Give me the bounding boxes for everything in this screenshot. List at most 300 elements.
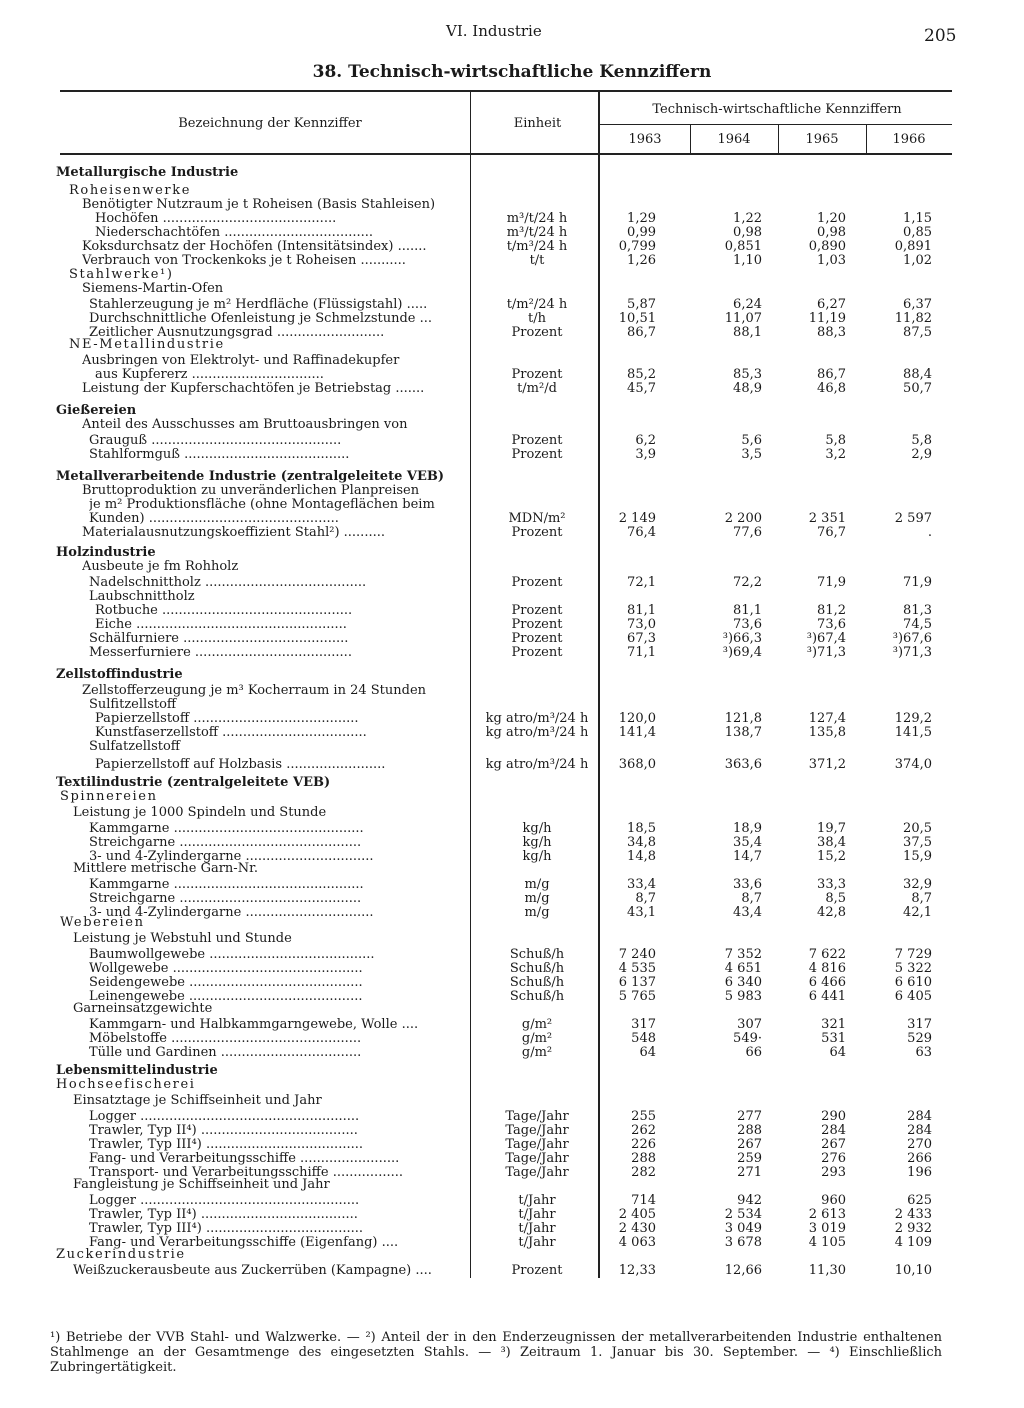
value-1965: 5,8: [825, 433, 846, 448]
row-label: NE-Metallindustrie: [69, 338, 225, 352]
row-unit: g/m²: [521, 1031, 553, 1046]
value-1963: 8,7: [635, 891, 656, 906]
value-1966: 2 932: [894, 1221, 932, 1236]
row-label: Tülle und Gardinen ..................................: [89, 1046, 362, 1060]
row-label: Ausbringen von Elektrolyt- und Raffinadekupfer: [82, 354, 400, 368]
value-1966: 74,5: [903, 617, 932, 632]
value-1963: 3,9: [635, 447, 656, 462]
table-section-heading: [0, 1248, 1024, 1262]
footnotes: ¹) Betriebe der VVB Stahl- und Walzwerke. — ²) Anteil der in den Enderzeugnissen der metallverarbeitenden Industrie enthaltenen Stahlmenge an der Gesamtmenge des eingesetzten Stahls. — ³) Zeitraum 1. Januar bis 30. September. — ⁴) Einschließlich Zubringertätigkeit.: [50, 1330, 942, 1375]
value-1965: 8,5: [825, 891, 846, 906]
value-1966: 374,0: [894, 757, 932, 772]
value-1964: 72,2: [733, 575, 762, 590]
table-section-heading: [0, 668, 1024, 682]
table-section-heading: [0, 862, 1024, 876]
value-1963: 226: [631, 1137, 656, 1152]
value-1966: 625: [907, 1193, 932, 1208]
value-1963: 43,1: [627, 905, 656, 920]
value-1965: 1,03: [817, 253, 846, 268]
row-label: Trawler, Typ III⁴) ......................................: [89, 1138, 363, 1152]
row-label: Niederschachtöfen ....................................: [95, 226, 374, 240]
row-label: 3- und 4-Zylindergarne ...............................: [89, 906, 374, 920]
table-title: 38. Technisch-wirtschaftliche Kennziffern: [312, 62, 712, 82]
row-unit: t/m²/24 h: [506, 297, 568, 312]
table-section-heading: [0, 184, 1024, 198]
row-label: Schälfurniere ........................................: [89, 632, 349, 646]
table-row: [0, 1032, 1024, 1046]
row-label: Ausbeute je fm Rohholz: [82, 560, 239, 574]
value-1963: 81,1: [627, 603, 656, 618]
value-1965: 3 019: [808, 1221, 846, 1236]
row-label: Verbrauch von Trockenkoks je t Roheisen ...........: [82, 254, 406, 268]
row-unit: m/g: [524, 877, 550, 892]
value-1965: 19,7: [817, 821, 846, 836]
table-row: [0, 1222, 1024, 1236]
row-label: Textilindustrie (zentralgeleitete VEB): [56, 776, 331, 790]
value-1963: 67,3: [627, 631, 656, 646]
value-1963: 714: [631, 1193, 656, 1208]
value-1965: 293: [821, 1165, 846, 1180]
row-label: Streichgarne ............................................: [89, 892, 362, 906]
row-label: Gießereien: [56, 404, 137, 418]
value-1965: 1,20: [817, 211, 846, 226]
value-1965: 64: [829, 1045, 846, 1060]
row-unit: t/Jahr: [518, 1193, 556, 1208]
table-row: [0, 254, 1024, 268]
value-1966: ³)71,3: [892, 645, 932, 660]
table-section-heading: [0, 684, 1024, 698]
value-1965: ³)67,4: [806, 631, 846, 646]
value-1963: 33,4: [627, 877, 656, 892]
value-1965: 6,27: [817, 297, 846, 312]
table-row: [0, 1110, 1024, 1124]
value-1966: 317: [907, 1017, 932, 1032]
table-section-heading: [0, 268, 1024, 282]
value-1964: 121,8: [724, 711, 762, 726]
row-label: Streichgarne ............................................: [89, 836, 362, 850]
table-row: [0, 512, 1024, 526]
value-1963: 71,1: [627, 645, 656, 660]
table-section-heading: [0, 166, 1024, 180]
table-section-heading: [0, 590, 1024, 604]
row-unit: m/g: [524, 905, 550, 920]
row-unit: kg/h: [522, 835, 552, 850]
table-row: [0, 878, 1024, 892]
value-1963: 1,26: [627, 253, 656, 268]
value-1964: 85,3: [733, 367, 762, 382]
table-row: [0, 976, 1024, 990]
value-1964: 5 983: [724, 989, 762, 1004]
row-unit: Tage/Jahr: [505, 1165, 569, 1180]
value-1965: 11,30: [808, 1263, 846, 1278]
row-unit: Schuß/h: [509, 947, 565, 962]
row-label: Papierzellstoff ........................................: [95, 712, 359, 726]
table-row: [0, 1124, 1024, 1138]
value-1964: 4 651: [724, 961, 762, 976]
row-unit: Prozent: [511, 447, 563, 462]
value-1964: 1,10: [733, 253, 762, 268]
row-label: Leistung je 1000 Spindeln und Stunde: [73, 806, 327, 820]
row-unit: t/Jahr: [518, 1221, 556, 1236]
row-unit: m³/t/24 h: [506, 225, 568, 240]
value-1963: 4 535: [618, 961, 656, 976]
row-label: Kunstfaserzellstoff ...................................: [95, 726, 367, 740]
value-1963: 10,51: [618, 311, 656, 326]
table-row: [0, 1018, 1024, 1032]
row-unit: Schuß/h: [509, 975, 565, 990]
row-unit: kg atro/m³/24 h: [485, 711, 589, 726]
value-1966: 32,9: [903, 877, 932, 892]
row-unit: t/t: [529, 253, 545, 268]
value-1963: 2 430: [618, 1221, 656, 1236]
value-1963: 0,99: [627, 225, 656, 240]
table-row: [0, 526, 1024, 540]
value-1966: 6,37: [903, 297, 932, 312]
table-row: [0, 1194, 1024, 1208]
table-row: [0, 758, 1024, 772]
row-label: Kunden) ..............................................: [89, 512, 339, 526]
row-unit: Tage/Jahr: [505, 1151, 569, 1166]
value-1966: 8,7: [911, 891, 932, 906]
value-1964: 277: [737, 1109, 762, 1124]
value-1964: 14,7: [733, 849, 762, 864]
table-section-heading: [0, 740, 1024, 754]
row-unit: Prozent: [511, 631, 563, 646]
value-1965: 531: [821, 1031, 846, 1046]
row-label: Leistung je Webstuhl und Stunde: [73, 932, 292, 946]
value-1964: 1,22: [733, 211, 762, 226]
col-header-year-1963: 1963: [628, 132, 662, 147]
value-1965: 284: [821, 1123, 846, 1138]
value-1964: 0,98: [733, 225, 762, 240]
row-label: aus Kupfererz ................................: [95, 368, 324, 382]
value-1963: 317: [631, 1017, 656, 1032]
value-1964: 549·: [733, 1031, 762, 1046]
table-section-heading: [0, 1002, 1024, 1016]
value-1965: 276: [821, 1151, 846, 1166]
value-1964: 2 534: [724, 1207, 762, 1222]
row-unit: g/m²: [521, 1045, 553, 1060]
value-1966: 0,85: [903, 225, 932, 240]
table-section-heading: [0, 484, 1024, 498]
value-1964: 88,1: [733, 325, 762, 340]
row-label: Bruttoproduktion zu unveränderlichen Planpreisen: [82, 484, 420, 498]
row-label: Zellstofferzeugung je m³ Kocherraum in 24 Stunden: [82, 684, 427, 698]
value-1963: 12,33: [618, 1263, 656, 1278]
row-unit: g/m²: [521, 1017, 553, 1032]
row-unit: MDN/m²: [508, 511, 566, 526]
value-1963: 262: [631, 1123, 656, 1138]
value-1966: 529: [907, 1031, 932, 1046]
table-section-heading: [0, 790, 1024, 804]
row-label: Fang- und Verarbeitungsschiffe ........................: [89, 1152, 400, 1166]
value-1964: 138,7: [724, 725, 762, 740]
value-1963: 141,4: [618, 725, 656, 740]
value-1966: 266: [907, 1151, 932, 1166]
value-1964: 35,4: [733, 835, 762, 850]
value-1965: 2 351: [808, 511, 846, 526]
value-1964: 77,6: [733, 525, 762, 540]
table-row: [0, 368, 1024, 382]
table-row: [0, 632, 1024, 646]
value-1966: 270: [907, 1137, 932, 1152]
value-1965: 4 816: [808, 961, 846, 976]
value-1965: 127,4: [808, 711, 846, 726]
value-1966: 81,3: [903, 603, 932, 618]
value-1966: 50,7: [903, 381, 932, 396]
row-label: Baumwollgewebe ........................................: [89, 948, 375, 962]
value-1964: 3 049: [724, 1221, 762, 1236]
value-1966: 88,4: [903, 367, 932, 382]
row-label: Kammgarne ..............................................: [89, 822, 364, 836]
row-label: Koksdurchsatz der Hochöfen (Intensitätsindex) .......: [82, 240, 427, 254]
value-1963: 45,7: [627, 381, 656, 396]
table-row: [0, 712, 1024, 726]
row-label: Stahlerzeugung je m² Herdfläche (Flüssigstahl) .....: [89, 298, 428, 312]
row-label: Seidengewebe ..........................................: [89, 976, 363, 990]
value-1964: 6,24: [733, 297, 762, 312]
row-label: Papierzellstoff auf Holzbasis ........................: [95, 758, 386, 772]
value-1963: 6 137: [618, 975, 656, 990]
table-row: [0, 312, 1024, 326]
value-1964: 5,6: [741, 433, 762, 448]
value-1963: 5 765: [618, 989, 656, 1004]
row-unit: kg atro/m³/24 h: [485, 725, 589, 740]
col-header-year-1966: 1966: [892, 132, 926, 147]
value-1964: 11,07: [724, 311, 762, 326]
table-row: [0, 822, 1024, 836]
row-label: Stahlformguß ........................................: [89, 448, 350, 462]
row-unit: m³/t/24 h: [506, 211, 568, 226]
value-1963: 368,0: [618, 757, 656, 772]
value-1966: .: [927, 525, 932, 540]
value-1965: 33,3: [817, 877, 846, 892]
row-label: Hochöfen ..........................................: [95, 212, 337, 226]
table-row: [0, 212, 1024, 226]
row-label: Transport- und Verarbeitungsschiffe .................: [89, 1166, 403, 1180]
value-1964: 363,6: [724, 757, 762, 772]
table-section-heading: [0, 932, 1024, 946]
row-label: Einsatztage je Schiffseinheit und Jahr: [73, 1094, 322, 1108]
value-1965: 11,19: [808, 311, 846, 326]
row-label: Garneinsatzgewichte: [73, 1002, 213, 1016]
row-unit: t/Jahr: [518, 1235, 556, 1250]
value-1964: 66: [745, 1045, 762, 1060]
row-unit: Tage/Jahr: [505, 1109, 569, 1124]
table-row: [0, 298, 1024, 312]
value-1965: 321: [821, 1017, 846, 1032]
value-1965: 38,4: [817, 835, 846, 850]
value-1966: 284: [907, 1109, 932, 1124]
row-label: Trawler, Typ II⁴) ......................................: [89, 1124, 358, 1138]
value-1965: 3,2: [825, 447, 846, 462]
value-1966: 2 597: [894, 511, 932, 526]
table-section-heading: [0, 282, 1024, 296]
row-label: Mittlere metrische Garn-Nr.: [73, 862, 258, 876]
value-1965: 371,2: [808, 757, 846, 772]
row-unit: t/m²/d: [517, 381, 557, 396]
value-1963: 5,87: [627, 297, 656, 312]
table-row: [0, 240, 1024, 254]
table-section-heading: [0, 560, 1024, 574]
row-label: Möbelstoffe ..............................................: [89, 1032, 362, 1046]
row-unit: Schuß/h: [509, 989, 565, 1004]
table-row: [0, 1138, 1024, 1152]
table-row: [0, 1264, 1024, 1278]
value-1964: 3 678: [724, 1235, 762, 1250]
row-label: Sulfatzellstoff: [89, 740, 181, 754]
value-1964: 48,9: [733, 381, 762, 396]
row-label: Wollgewebe ..............................................: [89, 962, 363, 976]
row-label: Durchschnittliche Ofenleistung je Schmelzstunde ...: [89, 312, 433, 326]
row-unit: t/Jahr: [518, 1207, 556, 1222]
value-1963: 120,0: [618, 711, 656, 726]
row-label: Zellstoffindustrie: [56, 668, 183, 682]
row-label: Spinnereien: [60, 790, 158, 804]
value-1965: 76,7: [817, 525, 846, 540]
value-1964: 307: [737, 1017, 762, 1032]
value-1966: 10,10: [894, 1263, 932, 1278]
row-unit: kg atro/m³/24 h: [485, 757, 589, 772]
value-1963: 288: [631, 1151, 656, 1166]
row-label: Kammgarne ..............................................: [89, 878, 364, 892]
value-1964: 43,4: [733, 905, 762, 920]
row-label: Weißzuckerausbeute aus Zuckerrüben (Kampagne) ....: [73, 1264, 432, 1278]
value-1964: 33,6: [733, 877, 762, 892]
row-label: Leinengewebe ..........................................: [89, 990, 363, 1004]
row-label: Messerfurniere ......................................: [89, 646, 352, 660]
value-1965: 88,3: [817, 325, 846, 340]
value-1966: 2 433: [894, 1207, 932, 1222]
row-unit: Prozent: [511, 617, 563, 632]
value-1965: 42,8: [817, 905, 846, 920]
value-1966: 6 405: [894, 989, 932, 1004]
value-1966: 6 610: [894, 975, 932, 990]
value-1965: 960: [821, 1193, 846, 1208]
table-row: [0, 1152, 1024, 1166]
row-label: Zuckerindustrie: [56, 1248, 186, 1262]
value-1966: 7 729: [894, 947, 932, 962]
value-1966: 5 322: [894, 961, 932, 976]
value-1963: 76,4: [627, 525, 656, 540]
value-1964: 271: [737, 1165, 762, 1180]
value-1964: 3,5: [741, 447, 762, 462]
table-row: [0, 1208, 1024, 1222]
value-1965: 267: [821, 1137, 846, 1152]
table-row: [0, 576, 1024, 590]
table-section-heading: [0, 916, 1024, 930]
row-unit: kg/h: [522, 849, 552, 864]
value-1965: 81,2: [817, 603, 846, 618]
row-label: Grauguß ..............................................: [89, 434, 342, 448]
value-1963: 34,8: [627, 835, 656, 850]
value-1965: 73,6: [817, 617, 846, 632]
row-unit: Prozent: [511, 1263, 563, 1278]
col-header-year-1965: 1965: [805, 132, 839, 147]
table-section-heading: [0, 1078, 1024, 1092]
table-section-heading: [0, 354, 1024, 368]
value-1964: 12,66: [724, 1263, 762, 1278]
row-label: Trawler, Typ II⁴) ......................................: [89, 1208, 358, 1222]
value-1966: 37,5: [903, 835, 932, 850]
value-1966: 141,5: [894, 725, 932, 740]
page-number: 205: [924, 26, 957, 46]
value-1965: 0,98: [817, 225, 846, 240]
table-row: [0, 382, 1024, 396]
row-label: Sulfitzellstoff: [89, 698, 177, 712]
value-1966: 15,9: [903, 849, 932, 864]
value-1964: 7 352: [724, 947, 762, 962]
table-section-heading: [0, 1178, 1024, 1192]
table-section-heading: [0, 546, 1024, 560]
value-1964: 73,6: [733, 617, 762, 632]
row-label: Metallverarbeitende Industrie (zentralgeleitete VEB): [56, 470, 444, 484]
table-section-heading: [0, 470, 1024, 484]
value-1963: 2 149: [618, 511, 656, 526]
value-1966: 2,9: [911, 447, 932, 462]
value-1965: 0,890: [808, 239, 846, 254]
row-unit: t/h: [528, 311, 546, 326]
row-unit: Schuß/h: [509, 961, 565, 976]
table-row: [0, 604, 1024, 618]
value-1966: 284: [907, 1123, 932, 1138]
table-section-heading: [0, 776, 1024, 790]
value-1963: 255: [631, 1109, 656, 1124]
table-section-heading: [0, 198, 1024, 212]
value-1963: 2 405: [618, 1207, 656, 1222]
row-label: Lebensmittelindustrie: [56, 1064, 218, 1078]
value-1966: 0,891: [894, 239, 932, 254]
row-label: Zeitlicher Ausnutzungsgrad ..........................: [89, 326, 385, 340]
value-1964: 2 200: [724, 511, 762, 526]
value-1966: 11,82: [894, 311, 932, 326]
value-1964: ³)69,4: [722, 645, 762, 660]
row-label: 3- und 4-Zylindergarne ...............................: [89, 850, 374, 864]
value-1964: 0,851: [724, 239, 762, 254]
value-1964: 6 340: [724, 975, 762, 990]
value-1966: 196: [907, 1165, 932, 1180]
value-1966: 63: [915, 1045, 932, 1060]
value-1963: 1,29: [627, 211, 656, 226]
value-1965: 4 105: [808, 1235, 846, 1250]
value-1963: 18,5: [627, 821, 656, 836]
value-1963: 6,2: [635, 433, 656, 448]
section-header: VI. Industrie: [446, 22, 542, 40]
value-1966: 5,8: [911, 433, 932, 448]
value-1964: 8,7: [741, 891, 762, 906]
value-1964: 259: [737, 1151, 762, 1166]
value-1963: 85,2: [627, 367, 656, 382]
value-1965: ³)71,3: [806, 645, 846, 660]
row-label: Logger .....................................................: [89, 1194, 360, 1208]
value-1966: 4 109: [894, 1235, 932, 1250]
value-1965: 15,2: [817, 849, 846, 864]
value-1965: 6 441: [808, 989, 846, 1004]
row-unit: Tage/Jahr: [505, 1137, 569, 1152]
table-row: [0, 448, 1024, 462]
value-1966: ³)67,6: [892, 631, 932, 646]
row-label: Laubschnittholz: [89, 590, 195, 604]
value-1964: 288: [737, 1123, 762, 1138]
value-1966: 20,5: [903, 821, 932, 836]
value-1965: 2 613: [808, 1207, 846, 1222]
table-row: [0, 892, 1024, 906]
row-unit: Prozent: [511, 367, 563, 382]
value-1965: 290: [821, 1109, 846, 1124]
table-row: [0, 948, 1024, 962]
row-label: Roheisenwerke: [69, 184, 191, 198]
row-label: Logger .....................................................: [89, 1110, 360, 1124]
